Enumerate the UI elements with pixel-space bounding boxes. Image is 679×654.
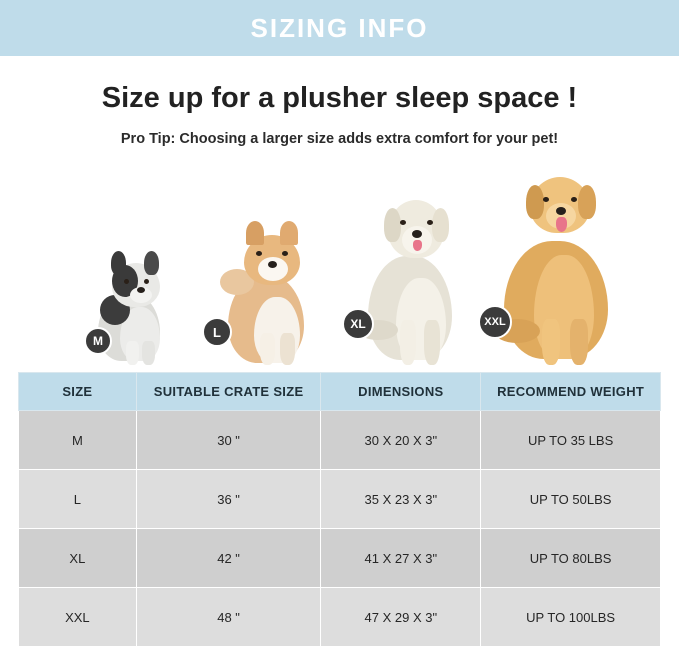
column-header-crate: SUITABLE CRATE SIZE	[136, 373, 321, 411]
dog-ear-right	[432, 208, 449, 242]
dog-eye-left	[400, 220, 406, 225]
dog-item-l	[196, 205, 336, 365]
dog-leg-front-right	[424, 320, 440, 365]
dog-ear-left	[384, 208, 401, 242]
dog-item-xl	[338, 180, 478, 365]
table-row	[19, 470, 661, 529]
size-badge-label: XXL	[484, 316, 506, 328]
table-row	[19, 529, 661, 588]
column-header-weight: RECOMMEND WEIGHT	[481, 373, 661, 411]
dog-leg-front-right	[280, 333, 295, 365]
cell-crate: 48 "	[136, 588, 321, 647]
dog-eye-right	[571, 197, 577, 202]
size-badge-xxl	[478, 305, 512, 339]
dog-nose	[412, 230, 422, 238]
dog-item-m	[76, 245, 196, 365]
dog-leg-front-left	[400, 320, 416, 365]
dog-tongue	[556, 217, 567, 232]
cell-crate: 42 "	[136, 529, 321, 588]
dog-leg-front-left	[542, 319, 560, 365]
cell-crate: 36 "	[136, 470, 321, 529]
dog-eye-right	[282, 251, 288, 256]
dog-eye-left	[543, 197, 549, 202]
dog-ear-left	[111, 251, 126, 275]
dog-item-xxl	[478, 169, 628, 365]
banner-title: SIZING INFO	[250, 12, 429, 43]
dog-eye-left	[124, 279, 129, 284]
dog-ear-right	[578, 185, 596, 219]
headline-block	[0, 60, 679, 147]
dog-leg-front-left	[260, 333, 275, 365]
dog-tongue	[413, 240, 422, 251]
table-row	[19, 588, 661, 647]
table-header-row	[19, 373, 661, 411]
cell-weight: UP TO 80LBS	[481, 529, 661, 588]
cell-weight: UP TO 35 LBS	[481, 411, 661, 470]
cell-dims: 41 X 27 X 3"	[321, 529, 481, 588]
dog-ear-right	[280, 221, 298, 245]
dog-size-illustrations	[0, 165, 679, 365]
dog-ear-left	[246, 221, 264, 245]
column-header-dims: DIMENSIONS	[321, 373, 481, 411]
column-header-size: SIZE	[19, 373, 137, 411]
size-badge-label: XL	[350, 317, 366, 331]
dog-eye-left	[256, 251, 262, 256]
page-banner	[0, 0, 679, 56]
cell-size: XL	[19, 529, 137, 588]
sizing-table	[18, 372, 661, 647]
page-title: Size up for a plusher sleep space !	[101, 82, 578, 114]
dog-nose	[268, 261, 277, 268]
dog-ear-left	[526, 185, 544, 219]
cell-dims: 47 X 29 X 3"	[321, 588, 481, 647]
size-badge-label: L	[213, 324, 221, 340]
cell-size: M	[19, 411, 137, 470]
table-row	[19, 411, 661, 470]
cell-dims: 30 X 20 X 3"	[321, 411, 481, 470]
dog-nose	[137, 287, 145, 293]
dog-eye-right	[144, 279, 149, 284]
pro-tip-text: Pro Tip: Choosing a larger size adds extra comfort for your pet!	[120, 131, 559, 147]
size-badge-label: M	[93, 334, 103, 348]
size-badge-l	[202, 317, 232, 347]
cell-crate: 30 "	[136, 411, 321, 470]
cell-dims: 35 X 23 X 3"	[321, 470, 481, 529]
dog-leg-front-right	[570, 319, 588, 365]
size-badge-xl	[342, 308, 374, 340]
dog-leg-front-right	[142, 341, 155, 365]
dog-eye-right	[427, 220, 433, 225]
cell-size: L	[19, 470, 137, 529]
cell-weight: UP TO 50LBS	[481, 470, 661, 529]
dog-nose	[556, 207, 566, 215]
cell-size: XXL	[19, 588, 137, 647]
cell-weight: UP TO 100LBS	[481, 588, 661, 647]
dog-leg-front-left	[126, 341, 139, 365]
dog-ear-right	[144, 251, 159, 275]
size-badge-m	[84, 327, 112, 355]
